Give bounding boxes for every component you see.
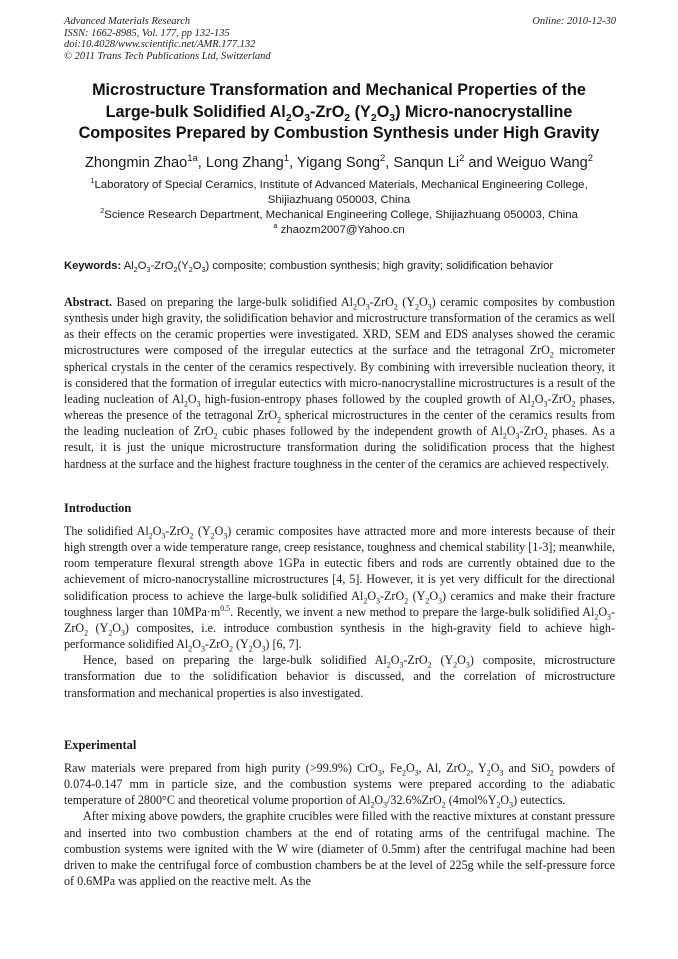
copyright-line: © 2011 Trans Tech Publications Ltd, Switzerland: [64, 50, 271, 62]
keywords-label: Keywords:: [64, 260, 122, 272]
paper-title: [40, 80, 638, 145]
introduction-heading: Introduction: [64, 501, 132, 515]
intro-paragraph-1: The solidified $Al_2O_3-ZrO_2$ $(Y_2O_3)$ ceramic composites have attracted more and more interests because of their high strength over a wide temperature range, creep resistance, toughness and chemical stability [1-3]; meanwhile, room temperature flexural strength above 1GPa in eutectic fibers and rods are currently obtained due to the achievement of micro-nanocrystalline microstructures [4, 5]. However, it is yet very difficult for the directional solidification process to achieve the large-bulk solidified $Al_2O_3-ZrO_2$ $(Y_2O_3)$ ceramics and make their fracture toughness larger than $10MPa\cdot m^{0.5}$. Recently, we invent a new method to prepare the large-bulk solidified $Al_2O_3-ZrO_2$ $(Y_2O_3)$ composites, i.e. introduce combustion synthesis in the high-gravity field to achieve high-performance solidified $Al_2O_3-ZrO_2$ $(Y_2O_3)$ [6, 7].: [64, 524, 616, 654]
doi-line: doi:10.4028/www.scientific.net/AMR.177.132: [64, 39, 256, 50]
exp-paragraph-1: Raw materials were prepared from high purity (>99.9%) CrO$_3$, $Fe_2O_3$, Al, ZrO$_2$, $Y_2O_3$ and SiO$_2$ powders of 0.074-0.147 mm in particle size, and the combustion systems were prepared according to the adiabatic temperature of 2800°C and theoretical volume proportion of $Al_2O_3/32.6\%ZrO_2$ $(4mol\%Y_2O_3)$ eutectics.: [64, 761, 616, 810]
affiliation-2: $^2$Science Research Department, Mechanical Engineering College, Shijiazhuang 050003, China: [100, 206, 578, 221]
title-line-2: Large-bulk Solidified $Al_2O_3-ZrO_2$ $(Y_2O_3)$ Micro-nanocrystalline: [105, 102, 573, 124]
title-line-3: Composites Prepared by Combustion Synthesis under High Gravity: [78, 124, 600, 142]
exp-paragraph-2: After mixing above powders, the graphite crucibles were filled with the reactive mixtures at constant pressure and inserted into two combustion chambers at the end of rotating arms of the centrifugal machine. The combustion systems were ignited with the W wire (diameter of 0.5mm) after the centrifugal machine had been driven to make the centrifugal force of combustion chambers be at the level of 225g while the self-pressure force of 0.6MPa was applied on the reactive melt. As the: [64, 809, 615, 889]
abstract-label: Abstract.: [64, 295, 113, 309]
running-header: [64, 16, 616, 62]
journal-name: Advanced Materials Research: [64, 16, 191, 27]
experimental-heading: Experimental: [64, 738, 137, 752]
author-email: $^a$ zhaozm2007@Yahoo.cn: [273, 221, 405, 236]
author-list: Zhongmin Zhao$^{1a}$, Long Zhang$^1$, Yigang Song$^2$, Sanqun Li$^2$ and Weiguo Wang$^2$: [85, 153, 593, 171]
affiliation-1: $^1$Laboratory of Special Ceramics, Institute of Advanced Materials, Mechanical Engineering College, Shijiazhuang 050003, China: [90, 176, 588, 206]
online-date: Online: 2010-12-30: [532, 16, 616, 27]
keywords: Keywords: $Al_2O_3-ZrO_2(Y_2O_3)$ composite; combustion synthesis; high gravity; solidification behavior: [64, 260, 554, 275]
abstract: Abstract. Based on preparing the large-bulk solidified $Al_2O_3-ZrO_2$ $(Y_2O_3)$ ceramic composites by combustion synthesis under high gravity, the solidification behavior and microstructure transformation of the ceramics as well as their effects on the ceramic properties were investigated. XRD, SEM and EDS analyses showed the ceramic microstructures were composed of the irregular eutectics at the surface and the tetragonal ZrO$_2$ micrometer spherical crystals in the center of the ceramics respectively. By combining with irreversible nucleation theory, it is considered that the formation of irregular eutectics with micro-nanocrystalline microstructures is a result of the leading nucleation of $Al_2O_3$ high-fusion-entropy phases followed by the coupled growth of $Al_2O_3-ZrO_2$ phases, whereas the presence of the tetragonal ZrO$_2$ spherical microstructures in the center of the ceramics results from the leading nucleation of ZrO$_2$ cubic phases followed by the independent growth of $Al_2O_3-ZrO_2$ phases. As a result, it is just the unique microstructure transformation during the solidification process that the highest hardness at the surface and the highest fracture toughness in the center of the ceramics are achieved respectively.: [64, 295, 616, 471]
intro-paragraph-2: Hence, based on preparing the large-bulk solidified $Al_2O_3-ZrO_2$ $(Y_2O_3)$ composite, microstructure transformation due to the solidification behavior is discussed, and the correlation of microstructure transformation and mechanical properties is also investigated.: [64, 653, 615, 700]
introduction-body: [64, 523, 615, 701]
issn-line: ISSN: 1662-8985, Vol. 177, pp 132-135: [64, 27, 230, 39]
experimental-body: [64, 760, 615, 889]
title-line-1: Microstructure Transformation and Mechanical Properties of the: [92, 81, 586, 99]
